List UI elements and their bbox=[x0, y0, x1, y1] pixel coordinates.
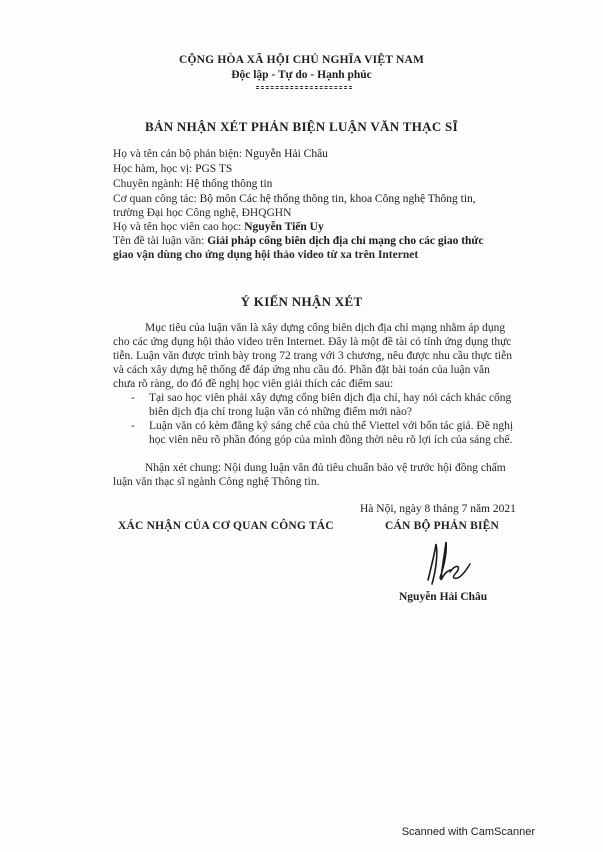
bullet-2-line: học viên nêu rõ phần đóng góp của mình đồng thời nêu rõ lợi ích của sáng chế. bbox=[149, 434, 513, 446]
rank-label: Học hàm, học vị: bbox=[113, 163, 193, 175]
org-line-1: Bộ môn Các hệ thống thông tin, khoa Công nghệ Thông tin, bbox=[199, 193, 476, 205]
thesis-label: Tên đề tài luận văn: bbox=[113, 235, 205, 247]
motto: Độc lập - Tự do - Hạnh phúc bbox=[231, 69, 372, 81]
paragraph-1-line: cho các ứng dụng hội thảo video trên Internet. Đây là một đề tài có tính ứng dụng thực bbox=[113, 336, 512, 348]
nation-heading: CỘNG HÒA XÃ HỘI CHỦ NGHĨA VIỆT NAM bbox=[178, 54, 425, 66]
motto-underline bbox=[256, 86, 352, 87]
bullet-2-line: Luận văn có kèm đăng ký sáng chế của chủ thể Viettel với bốn tác giả. Đề nghị bbox=[149, 420, 514, 432]
organization-confirmation-heading: XÁC NHẬN CỦA CƠ QUAN CÔNG TÁC bbox=[118, 520, 334, 532]
document-title: BẢN NHẬN XÉT PHẢN BIỆN LUẬN VĂN THẠC SĨ bbox=[145, 119, 458, 134]
bullet-1-line: biên dịch địa chỉ trong luận văn có những điểm mới nào? bbox=[149, 406, 413, 418]
major-value: Hệ thống thông tin bbox=[185, 178, 273, 190]
paragraph-2-line: Nhận xét chung: Nội dung luận văn đủ tiêu chuẩn bảo vệ trước hội đồng chấm bbox=[145, 462, 506, 474]
paragraph-1-line: tiễn. Luận văn được trình bày trong 72 trang với 3 chương, nêu được nhu cầu thực tiễn bbox=[113, 350, 512, 362]
motto-underline-second bbox=[256, 88, 352, 89]
student-label: Họ và tên học viên cao học: bbox=[113, 221, 242, 233]
org-label: Cơ quan công tác: bbox=[113, 193, 197, 205]
signer-name: Nguyễn Hải Châu bbox=[399, 591, 488, 603]
thesis-title-line-2: giao vận dùng cho ứng dụng hội thảo video từ xa trên Internet bbox=[113, 249, 419, 261]
paragraph-1-line: và cách xây dựng hệ thống để đáp ứng nhu cầu đó. Phần đặt bài toán của luận văn bbox=[113, 364, 490, 376]
section-title: Ý KIẾN NHẬN XÉT bbox=[240, 294, 363, 309]
major-label: Chuyên ngành: bbox=[113, 178, 183, 190]
info-rank bbox=[113, 163, 232, 175]
info-student bbox=[113, 221, 324, 233]
student-name: Nguyễn Tiến Uy bbox=[244, 221, 324, 233]
bullet-1-line: Tại sao học viên phải xây dựng cổng biên dịch địa chỉ, hay nói cách khác cổng bbox=[149, 392, 512, 404]
info-org bbox=[113, 193, 476, 205]
paragraph-2-line: luận văn thạc sĩ ngành Công nghệ Thông tin. bbox=[113, 476, 320, 488]
reviewer-heading: CÁN BỘ PHẢN BIỆN bbox=[385, 520, 500, 532]
signoff-date: Hà Nội, ngày 8 tháng 7 năm 2021 bbox=[360, 503, 516, 515]
reviewer-label: Họ và tên cán bộ phản biện: bbox=[113, 148, 243, 160]
info-thesis bbox=[113, 235, 483, 247]
paragraph-1-line: Mục tiêu của luận văn là xây dựng cổng biên dịch địa chỉ mạng nhằm áp dụng bbox=[145, 322, 506, 334]
reviewer-name: Nguyễn Hải Châu bbox=[244, 148, 328, 160]
paragraph-1-line: chưa rõ ràng, do đó đề nghị học viên giải thích các điểm sau: bbox=[113, 378, 394, 390]
info-reviewer bbox=[113, 148, 328, 160]
bullet-dash: - bbox=[131, 392, 135, 404]
org-line-2: trường Đại học Công nghệ, ĐHQGHN bbox=[113, 207, 292, 219]
handwritten-signature bbox=[424, 540, 474, 588]
thesis-title-line-1: Giải pháp cổng biên dịch địa chỉ mạng cho các giao thức bbox=[207, 235, 484, 247]
rank-value: PGS TS bbox=[195, 163, 233, 175]
bullet-dash: - bbox=[131, 420, 135, 432]
scanner-watermark: Scanned with CamScanner bbox=[401, 826, 535, 838]
info-major bbox=[113, 178, 272, 190]
